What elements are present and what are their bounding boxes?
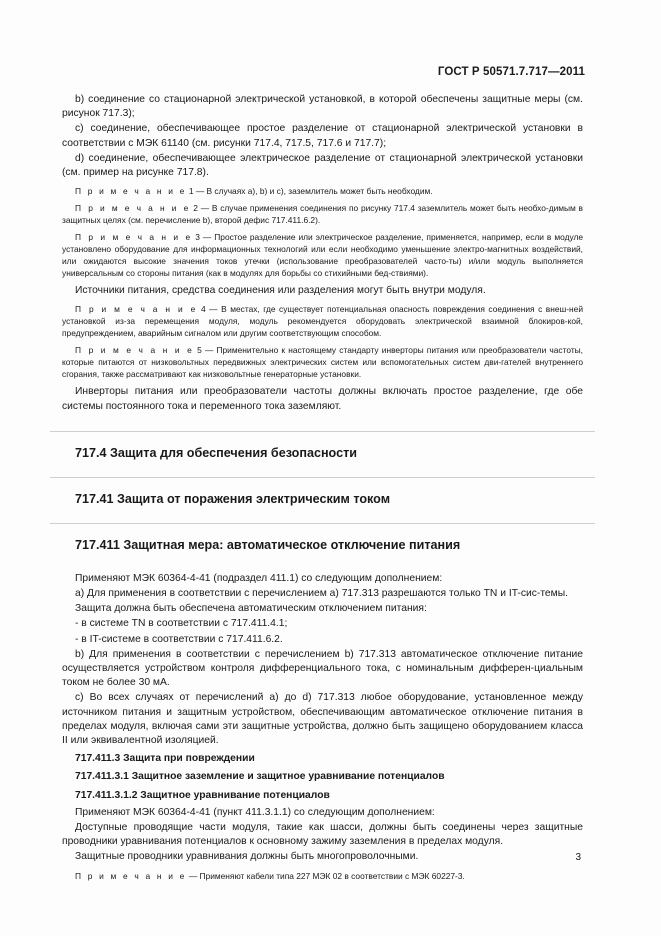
note-4: П р и м е ч а н и е 4 — В местах, где существует потенциальная опасность повреждения соединения с внеш-ней установкой из-за перемещения модуля, модуль рекомендуется оборудовать электрической взаимной блокиров-кой, предупреждением, аварийным сигналом или другим соответствующим способом. [62, 304, 583, 339]
note-2: П р и м е ч а н и е 2 — В случае применения соединения по рисунку 717.4 заземлитель может быть необхо-димым в защитных целях (см. перечисление b), второй дефис 717.411.6.2). [62, 203, 584, 226]
page-content [62, 93, 583, 887]
heading-717-411-3-1: 717.411.3.1 Защитное заземление и защитное уравнивание потенциалов [75, 771, 445, 783]
section-411-b: b) Для применения в соответствии с перечислением b) 717.313 автоматическое отключение питание осуществляется устройством контроля дифференциального тока, с номинальным дифферен-циальным током не более 30 мА. [62, 648, 583, 689]
item-d: d) соединение, обеспечивающее электрическое разделение от стационарной электрической установки (см. пример на рисунке 717.8). [62, 152, 583, 179]
note-5: П р и м е ч а н и е 5 — Применительно к настоящему стандарту инверторы питания или преобразователи частоты, которые питаются от низковольтных передвижных электрических систем или вспомогательных систем дви-гателей внутреннего сгорания, также рассматривают как низковольтные генераторные установки. [62, 345, 584, 380]
section-411-a: а) Для применения в соответствии с перечислением а) 717.313 разрешаются только TN и IT-сис-темы. [75, 588, 569, 600]
section-411-c: c) Во всех случаях от перечислений а) до d) 717.313 любое оборудование, установленное между источником питания и защитным устройством, обеспечивающим автоматическое отключение питания в пределах модуля, включая сами эти защитные устройства, должно быть защищено оборудованием класса II или эквивалентной изоляцией. [62, 692, 583, 747]
section-411-tn: - в системе TN в соответствии с 717.411.4.1; [75, 618, 288, 630]
section-3-1-2-p2: Защитные проводники уравнивания должны быть многопроволочными. [75, 851, 419, 863]
section-411-it: - в IT-системе в соответствии с 717.411.6.2. [75, 633, 283, 645]
divider [50, 523, 595, 524]
paragraph-inverters: Инверторы питания или преобразователи частоты должны включать простое разделение, где обе системы постоянного тока и переменного тока заземляют. [62, 386, 583, 412]
item-c: c) соединение, обеспечивающее простое разделение от стационарной электрической установки в соответствии с МЭК 61140 (см. рисунки 717.4, 717.5, 717.6 и 717.7); [62, 123, 583, 149]
divider [50, 477, 595, 478]
note-1: П р и м е ч а н и е 1 — В случаях а), b) и с), заземлитель может быть необходим. [75, 186, 433, 197]
heading-717-41: 717.41 Защита от поражения электрическим током [75, 491, 391, 506]
page-number: 3 [575, 852, 581, 863]
heading-717-411-3-1-2: 717.411.3.1.2 Защитное уравнивание потенциалов [75, 789, 330, 801]
heading-717-411-3: 717.411.3 Защита при повреждении [75, 753, 255, 765]
note-3: П р и м е ч а н и е 3 — Простое разделение или электрическое разделение, применяется, например, если в модуле установлено оборудование для информационных технологий или если необходимо уменьшение электро-магнитных воздействий, или ожидаются высокие значения токов утечки (использование преобразователей часто-ты) и/или модуль выполняется универсальным со стороны питания (как в модулях для борьбы со стихийными бед-ствиями). [62, 232, 584, 279]
heading-717-4: 717.4 Защита для обеспечения безопасности [75, 445, 357, 460]
standard-header: ГОСТ Р 50571.7.717—2011 [437, 66, 585, 78]
divider [50, 431, 595, 432]
paragraph-power-sources: Источники питания, средства соединения или разделения могут быть внутри модуля. [75, 285, 486, 297]
section-411-intro: Применяют МЭК 60364-4-41 (подраздел 411.1) со следующим дополнением: [75, 572, 443, 584]
section-3-1-2-p1: Доступные проводящие части модуля, такие как шасси, должны быть соединены через защитные проводники уравнивания потенциалов к основному зажиму заземления в пределах модуля. [62, 822, 583, 848]
heading-717-411: 717.411 Защитная мера: автоматическое отключение питания [75, 537, 461, 552]
item-b: b) соединение со стационарной электрической установкой, в которой обеспечены защитные меры (см. рисунок 717.3); [62, 94, 583, 120]
section-411-auto: Защита должна быть обеспечена автоматическим отключением питания: [75, 603, 427, 615]
section-3-1-2-intro: Применяют МЭК 60364-4-41 (пункт 411.3.1.1) со следующим дополнением: [75, 806, 435, 818]
note-cables: П р и м е ч а н и е — Применяют кабели типа 227 МЭК 02 в соответствии с МЭК 60227-3. [75, 870, 465, 881]
